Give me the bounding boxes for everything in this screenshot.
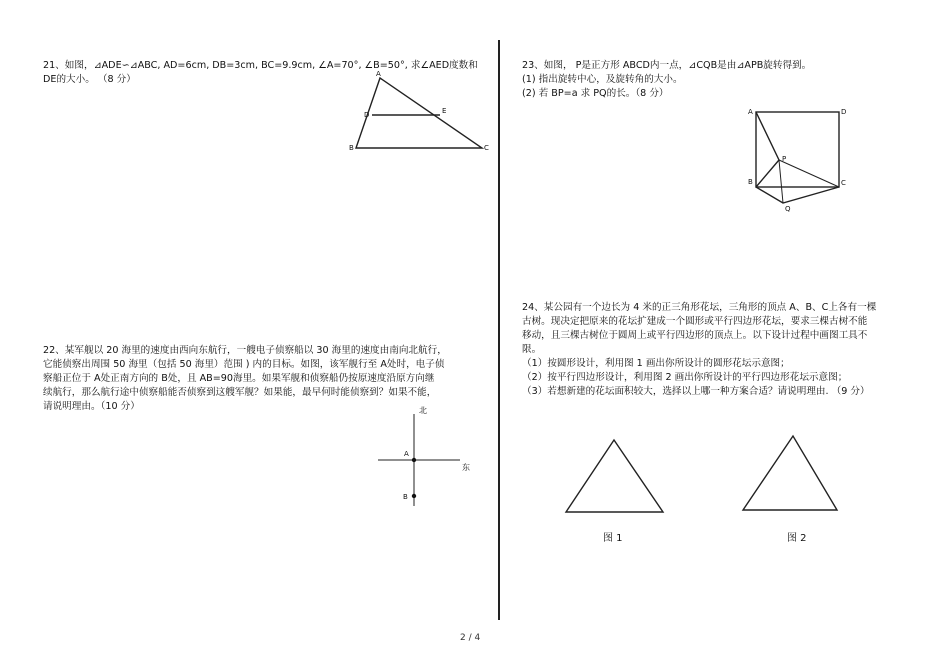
- q21-line-2: DE的大小。 （8 分）: [43, 74, 136, 85]
- q23-segments-bqc: [756, 187, 839, 203]
- q24-line-2: 古树。现决定把原来的花坛扩建成一个圆形或平行四边形花坛，要求三棵古树不能: [522, 316, 868, 327]
- q23-segments-apb: [756, 112, 779, 187]
- q21-triangle-abc: [356, 78, 482, 148]
- column-divider: [498, 40, 500, 620]
- q21-triangle-figure: [349, 70, 492, 155]
- q24-line-3: 移动，且三棵古树位于圆周上或平行四边形的顶点上。以下设计过程中画图工具不: [522, 330, 868, 341]
- q22-line-1: 22、某军舰以 20 海里的速度由西向东航行，一艘电子侦察船以 30 海里的速度由南向北航行，: [43, 345, 447, 356]
- q22-line-3: 察船正位于 A处正南方向的 B处，且 AB=90海里。如果军舰和侦察船仍按原速度沿原方向继: [43, 373, 435, 384]
- q23-line-1: 23、如图， P是正方形 ABCD内一点，⊿CQB是由⊿APB旋转得到。: [522, 60, 812, 71]
- q24-line-6: （2）按平行四边形设计，利用图 2 画出你所设计的平行四边形花坛示意图；: [522, 372, 848, 383]
- q22-line-2: 它能侦察出周围 50 海里（包括 50 海里）范围 ) 内的目标。如图，该军舰行至 A处时，电子侦: [43, 359, 445, 370]
- q23-label-b: B: [748, 178, 753, 186]
- q24-line-4: 限。: [522, 344, 542, 355]
- q23-label-a: A: [748, 108, 753, 116]
- q24-line-1: 24、某公园有一个边长为 4 米的正三角形花坛，三角形的顶点 A、B、C上各有一棵: [522, 302, 877, 313]
- q21-label-d: D: [364, 111, 370, 119]
- q24-fig1-triangle: [566, 440, 663, 512]
- q23-square-figure: [745, 104, 855, 214]
- q24-figure-2-caption: 图 2: [787, 533, 807, 544]
- q22-label-north: 北: [419, 406, 427, 415]
- q23-label-p: P: [782, 155, 787, 163]
- q24-line-7: （3）若想新建的花坛面积较大，选择以上哪一种方案合适？请说明理由. （9 分）: [522, 386, 870, 397]
- q22-label-a: A: [404, 450, 409, 458]
- q22-point-b: [412, 494, 416, 498]
- q24-figure-2-triangle: [741, 434, 839, 514]
- q23-line-3: (2) 若 BP=a 求 PQ的长。（8 分）: [522, 88, 669, 99]
- q21-line-1: 21、如图，⊿ADE∽⊿ABC, AD=6cm, DB=3cm, BC=9.9cm, ∠A=70°, ∠B=50°, 求∠AED度数和: [43, 60, 478, 71]
- q21-label-c: C: [484, 144, 489, 152]
- q22-label-b: B: [403, 493, 408, 501]
- q24-figure-1-caption: 图 1: [603, 533, 623, 544]
- q23-label-d: D: [841, 108, 847, 116]
- page-number: 2 / 4: [460, 633, 481, 643]
- q21-label-e: E: [442, 107, 447, 115]
- q21-label-b: B: [349, 144, 354, 152]
- q21-label-a: A: [376, 70, 381, 78]
- q23-line-2: (1) 指出旋转中心，及旋转角的大小。: [522, 74, 683, 85]
- q24-line-5: （1）按圆形设计，利用图 1 画出你所设计的圆形花坛示意图；: [522, 358, 790, 369]
- q23-label-c: C: [841, 179, 846, 187]
- question-23: [522, 59, 811, 101]
- q23-label-q: Q: [785, 205, 791, 213]
- q22-line-5: 请说明理由。（10 分）: [43, 401, 140, 412]
- q22-axes-figure: [372, 404, 482, 514]
- q22-point-a: [412, 458, 416, 462]
- q24-figure-1-triangle: [564, 438, 666, 516]
- q22-label-east: 东: [462, 463, 470, 472]
- q23-segment-pc: [779, 160, 839, 187]
- q24-fig2-triangle: [743, 436, 837, 510]
- q23-square-abcd: [756, 112, 839, 187]
- q23-segment-pq: [779, 160, 783, 203]
- q22-line-4: 续航行，那么航行途中侦察船能否侦察到这艘军舰？如果能，最早何时能侦察到？如果不能，: [43, 387, 437, 398]
- question-24: [522, 301, 876, 399]
